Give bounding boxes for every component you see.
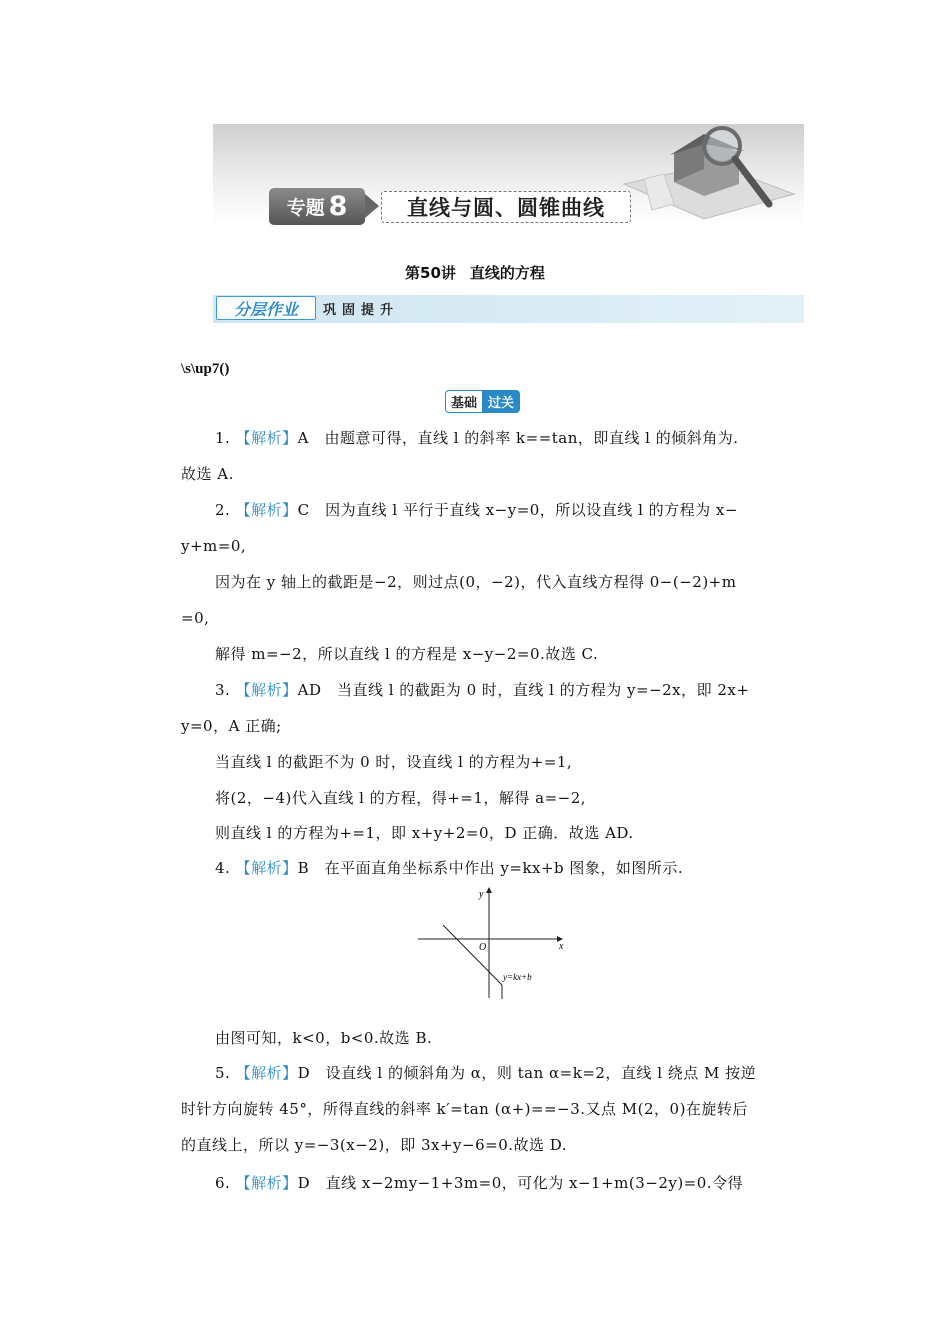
lecture-number: 第50讲 bbox=[405, 264, 456, 282]
analysis-tag: 【解析】 bbox=[235, 429, 298, 447]
y-axis-label: y bbox=[479, 889, 484, 900]
homework-subtitle: 巩固提升 bbox=[323, 303, 400, 318]
answer-item-3: 3. 【解析】AD 当直线 l 的截距为 0 时，直线 l 的方程为 y=−2x，即 2x+ y=0，A 正确; bbox=[181, 681, 750, 735]
y-axis-arrow bbox=[486, 887, 492, 893]
house-magnifier-illustration bbox=[604, 124, 804, 225]
answer-item-2-step: 因为在 y 轴上的截距是−2，则过点(0，−2)，代入直线方程得 0−(−2)+m =0, bbox=[181, 573, 737, 627]
level-badge bbox=[445, 390, 520, 413]
level-badge-part1: 基础 bbox=[445, 390, 482, 413]
level-badge-part2: 过关 bbox=[482, 390, 520, 413]
analysis-tag: 【解析】 bbox=[235, 1064, 298, 1082]
answer-item-1: 1. 【解析】A 由题意可得，直线 l 的斜率 k==tan，即直线 l 的倾斜角为. 故选 A. bbox=[181, 429, 739, 483]
line-label: y=kx+b bbox=[503, 972, 532, 982]
topic-banner bbox=[213, 124, 804, 225]
answer-item-3-conclusion: 则直线 l 的方程为+=1，即 x+y+2=0，D 正确．故选 AD. bbox=[215, 824, 634, 842]
answer-item-2: 2. 【解析】C 因为直线 l 平行于直线 x−y=0，所以设直线 l 的方程为 x− y+m=0, bbox=[181, 501, 738, 555]
topic-badge bbox=[269, 188, 365, 225]
answer-item-4-conclusion: 由图可知，k<0，b<0.故选 B. bbox=[215, 1029, 433, 1047]
answer-item-6: 6. 【解析】D 直线 x−2my−1+3m=0，可化为 x−1+m(3−2y)=0.令得 bbox=[215, 1174, 744, 1192]
topic-label: 专题 bbox=[286, 197, 325, 219]
x-axis-label: x bbox=[559, 941, 564, 952]
analysis-tag: 【解析】 bbox=[235, 1174, 298, 1192]
answer-item-2-conclusion: 解得 m=−2，所以直线 l 的方程是 x−y−2=0.故选 C. bbox=[215, 645, 599, 663]
topic-title: 直线与圆、圆锥曲线 bbox=[381, 191, 631, 223]
topic-number: 8 bbox=[328, 191, 348, 222]
lecture-name: 直线的方程 bbox=[469, 264, 545, 282]
answer-item-4: 4. 【解析】B 在平面直角坐标系中作出 y=kx+b 图象，如图所示. bbox=[215, 859, 684, 877]
homework-bar bbox=[213, 295, 804, 323]
homework-label: 分层作业 bbox=[216, 296, 316, 320]
answer-item-3-step-1: 当直线 l 的截距不为 0 时，设直线 l 的方程为+=1, bbox=[215, 753, 573, 771]
lecture-title bbox=[0, 262, 950, 283]
analysis-tag: 【解析】 bbox=[235, 859, 298, 877]
format-marker: \s\up7() bbox=[181, 361, 230, 377]
function-line bbox=[443, 925, 502, 985]
origin-label: O bbox=[479, 942, 487, 953]
analysis-tag: 【解析】 bbox=[235, 501, 298, 519]
answer-item-5: 5. 【解析】D 设直线 l 的倾斜角为 α，则 tan α=k=2，直线 l 绕点 M 按逆 时针方向旋转 45°，所得直线的斜率 k′=tan (α+)==−3.又点 M(2，0)在旋转后 的直线上，所以 y=−3(x−2)，即 3x+y−6=0.故选 D. bbox=[181, 1064, 757, 1154]
arrow-icon bbox=[365, 190, 381, 222]
analysis-tag: 【解析】 bbox=[235, 681, 298, 699]
line-graph bbox=[415, 883, 575, 1003]
answer-item-3-step-2: 将(2，−4)代入直线 l 的方程，得+=1，解得 a=−2, bbox=[215, 789, 587, 807]
